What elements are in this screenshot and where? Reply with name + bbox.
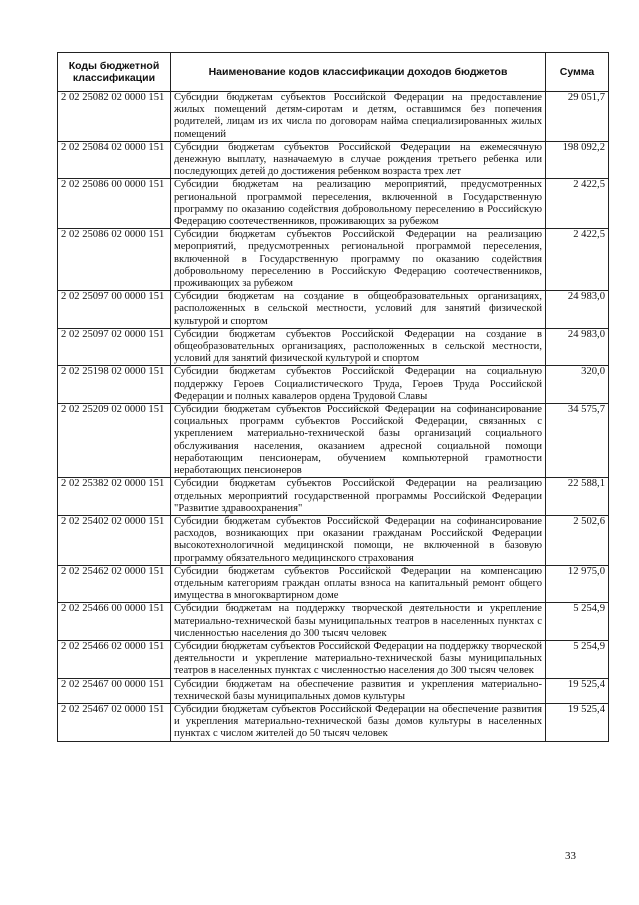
cell-code: 2 02 25402 02 0000 151 [58, 515, 171, 565]
page-number: 33 [565, 850, 576, 862]
cell-sum: 5 254,9 [546, 603, 609, 641]
cell-sum: 12 975,0 [546, 565, 609, 603]
cell-code: 2 02 25462 02 0000 151 [58, 565, 171, 603]
cell-code: 2 02 25082 02 0000 151 [58, 92, 171, 142]
cell-sum: 19 525,4 [546, 678, 609, 703]
cell-name: Субсидии бюджетам субъектов Российской Федерации на обеспечение развития и укрепления материально-технической базы домов культуры в населенных пунктах с числом жителей до 50 тысяч человек [171, 703, 546, 741]
cell-name: Субсидии бюджетам на создание в общеобразовательных организациях, расположенных в сельской местности, условий для занятий физической культурой и спортом [171, 291, 546, 329]
cell-code: 2 02 25086 00 0000 151 [58, 179, 171, 229]
table-body [58, 92, 609, 742]
cell-sum: 198 092,2 [546, 141, 609, 179]
table-row [58, 92, 609, 142]
cell-sum: 320,0 [546, 366, 609, 404]
cell-sum: 24 983,0 [546, 328, 609, 366]
cell-name: Субсидии бюджетам субъектов Российской Федерации на софинансирование расходов, возникающих при оказании гражданам Российской Федерации высокотехнологичной медицинской помощи, не включенной в базовую программу обязательного медицинского страхования [171, 515, 546, 565]
table-row [58, 515, 609, 565]
table-row [58, 640, 609, 678]
cell-sum: 5 254,9 [546, 640, 609, 678]
cell-name: Субсидии бюджетам на обеспечение развития и укрепления материально-технической базы муниципальных домов культуры [171, 678, 546, 703]
cell-name: Субсидии бюджетам субъектов Российской Федерации на создание в общеобразовательных организациях, расположенных в сельской местности, условий для занятий физической культурой и спортом [171, 328, 546, 366]
cell-name: Субсидии бюджетам субъектов Российской Федерации на ежемесячную денежную выплату, назначаемую в случае рождения третьего ребенка или последующих детей до достижения ребенком возраста трех лет [171, 141, 546, 179]
table-row [58, 229, 609, 291]
cell-code: 2 02 25466 00 0000 151 [58, 603, 171, 641]
table-row [58, 291, 609, 329]
cell-code: 2 02 25209 02 0000 151 [58, 404, 171, 478]
table-row [58, 478, 609, 516]
cell-sum: 34 575,7 [546, 404, 609, 478]
cell-code: 2 02 25467 02 0000 151 [58, 703, 171, 741]
table-row [58, 366, 609, 404]
cell-name: Субсидии бюджетам субъектов Российской Федерации на реализацию отдельных мероприятий государственной программы Российской Федерации "Развитие здравоохранения" [171, 478, 546, 516]
table-row [58, 703, 609, 741]
cell-sum: 22 588,1 [546, 478, 609, 516]
cell-code: 2 02 25198 02 0000 151 [58, 366, 171, 404]
cell-name: Субсидии бюджетам субъектов Российской Федерации на компенсацию отдельным категориям граждан оплаты взноса на капитальный ремонт общего имущества в многоквартирном доме [171, 565, 546, 603]
header-sum: Сумма [546, 53, 609, 92]
cell-name: Субсидии бюджетам на поддержку творческой деятельности и укрепление материально-технической базы муниципальных театров в населенных пунктах с численностью населения до 300 тысяч человек [171, 603, 546, 641]
cell-name: Субсидии бюджетам субъектов Российской Федерации на реализацию мероприятий, предусмотренных региональной программой переселения, включенной в Государственную программу по оказанию содействия добровольному переселению в Российскую Федерацию соотечественников, проживающих за рубежом [171, 229, 546, 291]
table-row [58, 328, 609, 366]
cell-code: 2 02 25467 00 0000 151 [58, 678, 171, 703]
table-row [58, 603, 609, 641]
cell-sum: 2 502,6 [546, 515, 609, 565]
cell-code: 2 02 25382 02 0000 151 [58, 478, 171, 516]
header-code: Коды бюджетной классификации [58, 53, 171, 92]
cell-code: 2 02 25086 02 0000 151 [58, 229, 171, 291]
cell-name: Субсидии бюджетам субъектов Российской Федерации на софинансирование социальных программ субъектов Российской Федерации, связанных с укреплением материально-технической базы организаций социального обслуживания населения, оказанием адресной социальной помощи неработающим пенсионерам, обучением компьютерной грамотности неработающих пенсионеров [171, 404, 546, 478]
budget-table [57, 52, 609, 742]
cell-sum: 2 422,5 [546, 229, 609, 291]
table-row [58, 404, 609, 478]
cell-code: 2 02 25097 00 0000 151 [58, 291, 171, 329]
cell-sum: 2 422,5 [546, 179, 609, 229]
table-row [58, 141, 609, 179]
cell-sum: 19 525,4 [546, 703, 609, 741]
table-row [58, 179, 609, 229]
header-name: Наименование кодов классификации доходов бюджетов [171, 53, 546, 92]
cell-code: 2 02 25466 02 0000 151 [58, 640, 171, 678]
cell-name: Субсидии бюджетам субъектов Российской Федерации на предоставление жилых помещений детям-сиротам и детям, оставшимся без попечения родителей, лицам из их числа по договорам найма специализированных жилых помещений [171, 92, 546, 142]
table-row [58, 678, 609, 703]
cell-sum: 24 983,0 [546, 291, 609, 329]
cell-sum: 29 051,7 [546, 92, 609, 142]
table-header [58, 53, 609, 92]
cell-code: 2 02 25084 02 0000 151 [58, 141, 171, 179]
header-row [58, 53, 609, 92]
table-row [58, 565, 609, 603]
cell-name: Субсидии бюджетам на реализацию мероприятий, предусмотренных региональной программой переселения, включенной в Государственную программу по оказанию содействия добровольному переселению в Российскую Федерацию соотечественников, проживающих за рубежом [171, 179, 546, 229]
cell-name: Субсидии бюджетам субъектов Российской Федерации на социальную поддержку Героев Социалистического Труда, Героев Труда Российской Федерации и полных кавалеров ордена Трудовой Славы [171, 366, 546, 404]
cell-code: 2 02 25097 02 0000 151 [58, 328, 171, 366]
cell-name: Субсидии бюджетам субъектов Российской Федерации на поддержку творческой деятельности и укрепление материально-технической базы муниципальных театров в населенных пунктах с численностью населения до 300 тысяч человек [171, 640, 546, 678]
